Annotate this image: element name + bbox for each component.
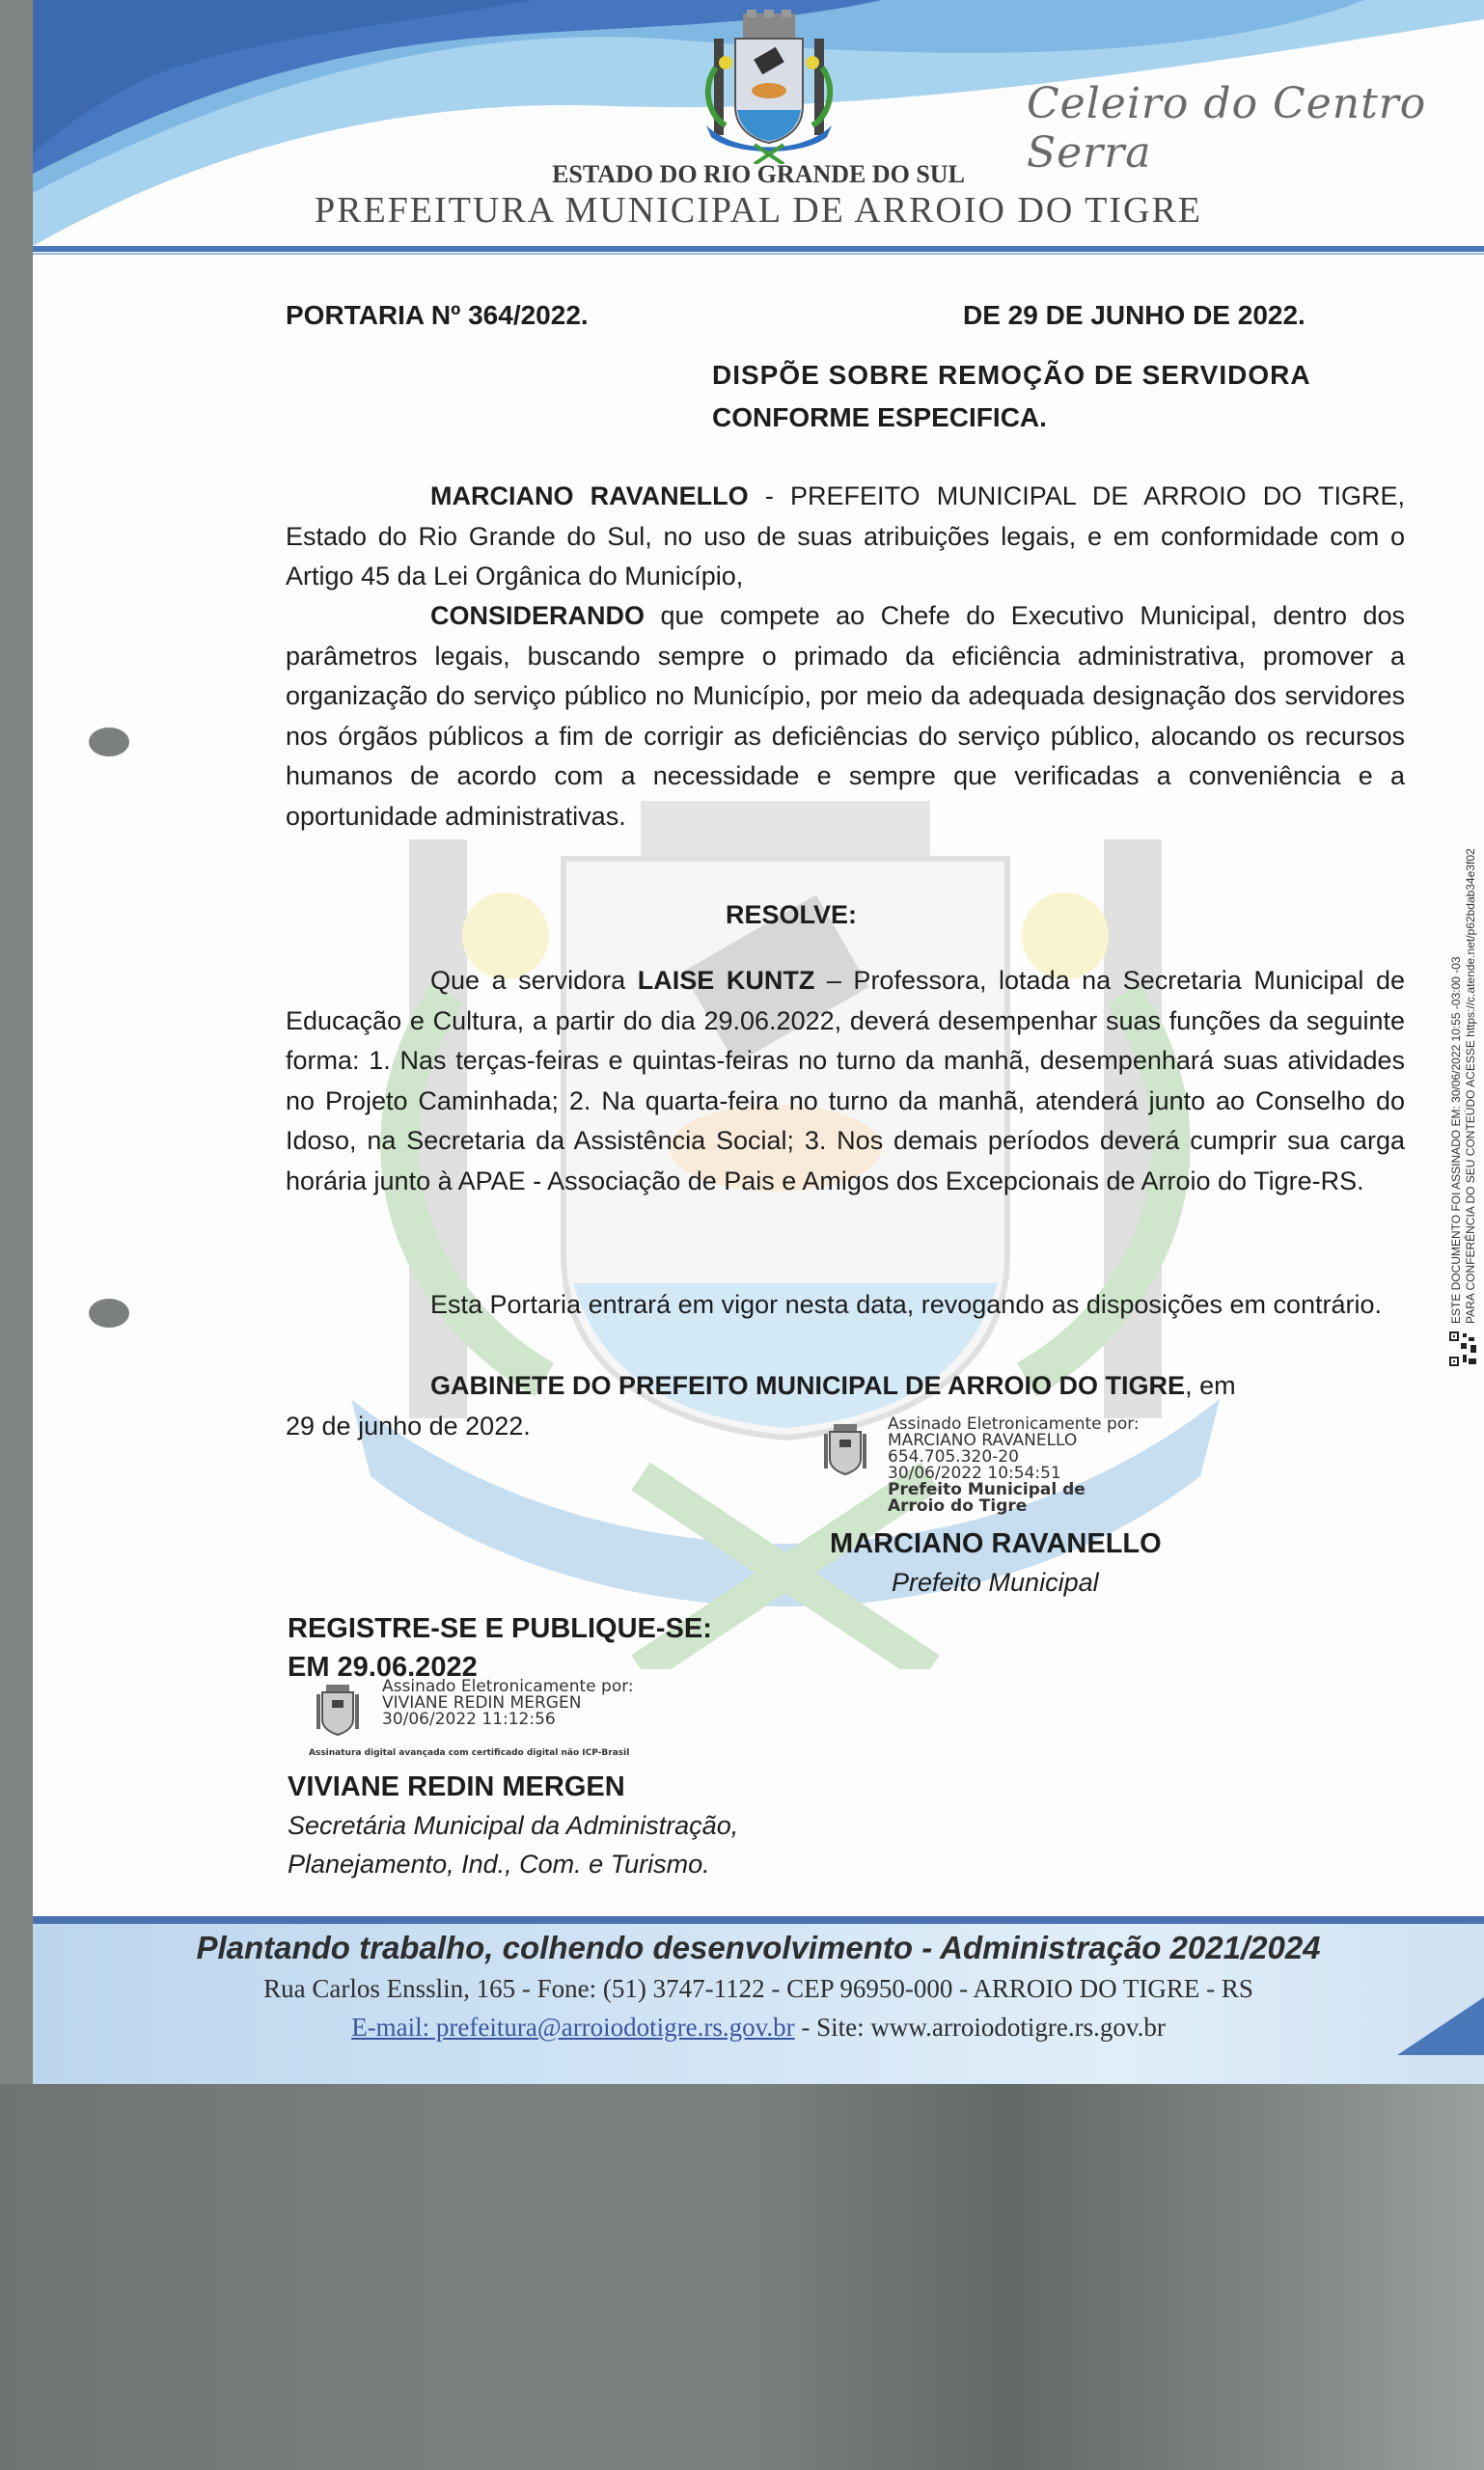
- motto: Celeiro do Centro Serra: [1027, 79, 1427, 178]
- punch-hole: [89, 727, 129, 756]
- footer-divider: [33, 1916, 1484, 1924]
- considering-text: que compete ao Chefe do Executivo Municipal, dentro dos parâmetros legais, buscando sempre o primado da eficiência administrativa, promover a organização do serviço público no Município, por meio da adequada designação dos servidores nos órgãos públicos a fim de corrigir as deficiências do serviço público, alocando os recursos humanos de acordo com a necessidade e sempre que verificadas a conveniência e a oportunidade administrativas.: [286, 601, 1405, 831]
- secretary-e-signature: [382, 1679, 634, 1728]
- resolve-prefix: Que a servidora: [430, 966, 638, 995]
- footer-slogan: Plantando trabalho, colhendo desenvolvimento - Administração 2021/2024: [196, 1930, 1321, 1965]
- e-sign-cpf: 654.705.320-20: [888, 1447, 1019, 1467]
- footer-site: - Site: www.arroiodotigre.rs.gov.br: [794, 2013, 1166, 2042]
- cabinet-label: GABINETE DO PREFEITO MUNICIPAL DE ARROIO DO TIGRE: [430, 1371, 1186, 1400]
- mayor-e-signature: [888, 1416, 1140, 1515]
- resolve-heading: RESOLVE:: [725, 900, 857, 929]
- qr-code-icon[interactable]: [1447, 1330, 1480, 1368]
- municipal-crest-icon: [697, 10, 841, 164]
- registration-label: REGISTRE-SE E PUBLIQUE-SE:: [288, 1613, 712, 1644]
- punch-hole: [89, 1299, 129, 1328]
- cabinet-suffix: , em: [1185, 1371, 1236, 1400]
- secretary-title-line1: Secretária Municipal da Administração,: [288, 1811, 739, 1840]
- ordinance-summary-line2: CONFORME ESPECIFICA.: [712, 402, 1047, 432]
- cabinet-paragraph: [286, 1366, 1405, 1407]
- mayor-title: Prefeito Municipal: [892, 1568, 1099, 1597]
- e-sign-timestamp: 30/06/2022 11:12:56: [382, 1710, 556, 1729]
- secretary-name: VIVIANE REDIN MERGEN: [288, 1771, 625, 1802]
- scanner-edge: [0, 0, 33, 2084]
- stamp-line2: PARA CONFERÊNCIA DO SEU CONTEÚDO ACESSE https://c.atende.net/p62bdab34e3f02: [1464, 848, 1477, 1324]
- footer-email-link[interactable]: E-mail: prefeitura@arroiodotigre.rs.gov.br: [351, 2013, 795, 2042]
- stamp-line1: ESTE DOCUMENTO FOI ASSINADO EM: 30/06/2022 10:55 -03:00 -03: [1449, 956, 1463, 1324]
- header-divider: [33, 246, 1484, 252]
- secretary-title-line2: Planejamento, Ind., Com. e Turismo.: [288, 1850, 710, 1879]
- header-divider-thin: [33, 253, 1484, 255]
- ordinance-number: PORTARIA Nº 364/2022.: [286, 300, 589, 330]
- e-sign-label: Assinado Eletronicamente por:: [382, 1677, 634, 1696]
- footer-contact: [33, 2013, 1484, 2043]
- ordinance-date: DE 29 DE JUNHO DE 2022.: [963, 300, 1305, 330]
- resolve-text: – Professora, lotada na Secretaria Municipal de Educação e Cultura, a partir do dia 29.06.2022, deverá desempenhar suas funções da seguinte forma: 1. Nas terças-feiras e quintas-feiras no turno da manhã, desempenhará suas atividades no Projeto Caminhada; 2. Na quarta-feira no turno da manhã, atenderá junto ao Conselho do Idoso, na Secretaria da Assistência Social; 3. Nos demais períodos deverá cumprir sua carga horária junto à APAE - Associação de Pais e Amigos dos Excepcionais de Arroio do Tigre-RS.: [286, 966, 1405, 1195]
- considering-label: CONSIDERANDO: [430, 601, 646, 630]
- e-sign-signer: MARCIANO RAVANELLO: [888, 1431, 1078, 1450]
- ordinance-summary-line1: DISPÕE SOBRE REMOÇÃO DE SERVIDORA: [712, 360, 1311, 390]
- registration-date: EM 29.06.2022: [288, 1652, 478, 1683]
- effective-text: Esta Portaria entrará em vigor nesta data, revogando as disposições em contrário.: [430, 1290, 1383, 1319]
- mayor-name-inline: MARCIANO RAVANELLO: [430, 481, 749, 510]
- resolve-paragraph: [286, 961, 1405, 1201]
- e-signature-emblem-icon: [315, 1683, 361, 1737]
- municipality-name: PREFEITURA MUNICIPAL DE ARROIO DO TIGRE: [314, 190, 1203, 231]
- certificate-note: Assinatura digital avançada com certificado digital não ICP-Brasil: [309, 1748, 630, 1758]
- cabinet-date: 29 de junho de 2022.: [286, 1412, 531, 1441]
- state-name: ESTADO DO RIO GRANDE DO SUL: [552, 160, 965, 188]
- effective-paragraph: [286, 1285, 1405, 1326]
- e-sign-signer: VIVIANE REDIN MERGEN: [382, 1693, 582, 1713]
- mayor-name: MARCIANO RAVANELLO: [830, 1528, 1162, 1559]
- e-sign-timestamp: 30/06/2022 10:54:51: [888, 1464, 1061, 1483]
- e-signature-emblem-icon: [822, 1422, 868, 1476]
- e-sign-verification-stamp: [1449, 848, 1478, 1324]
- e-sign-role-line2: Arroio do Tigre: [888, 1496, 1028, 1516]
- employee-name: LAISE KUNTZ: [637, 966, 815, 995]
- document-page: [33, 0, 1484, 2084]
- footer-address: Rua Carlos Ensslin, 165 - Fone: (51) 3747-1122 - CEP 96950-000 - ARROIO DO TIGRE - RS: [263, 1974, 1253, 2003]
- e-sign-label: Assinado Eletronicamente por:: [888, 1414, 1140, 1434]
- intro-text: - PREFEITO MUNICIPAL DE ARROIO DO TIGRE, Estado do Rio Grande do Sul, no uso de suas atribuições legais, e em conformidade com o Artigo 45 da Lei Orgânica do Município,: [286, 481, 1406, 590]
- intro-paragraph: [286, 477, 1405, 597]
- e-sign-role-line1: Prefeito Municipal de: [888, 1480, 1086, 1499]
- considering-paragraph: [286, 596, 1405, 837]
